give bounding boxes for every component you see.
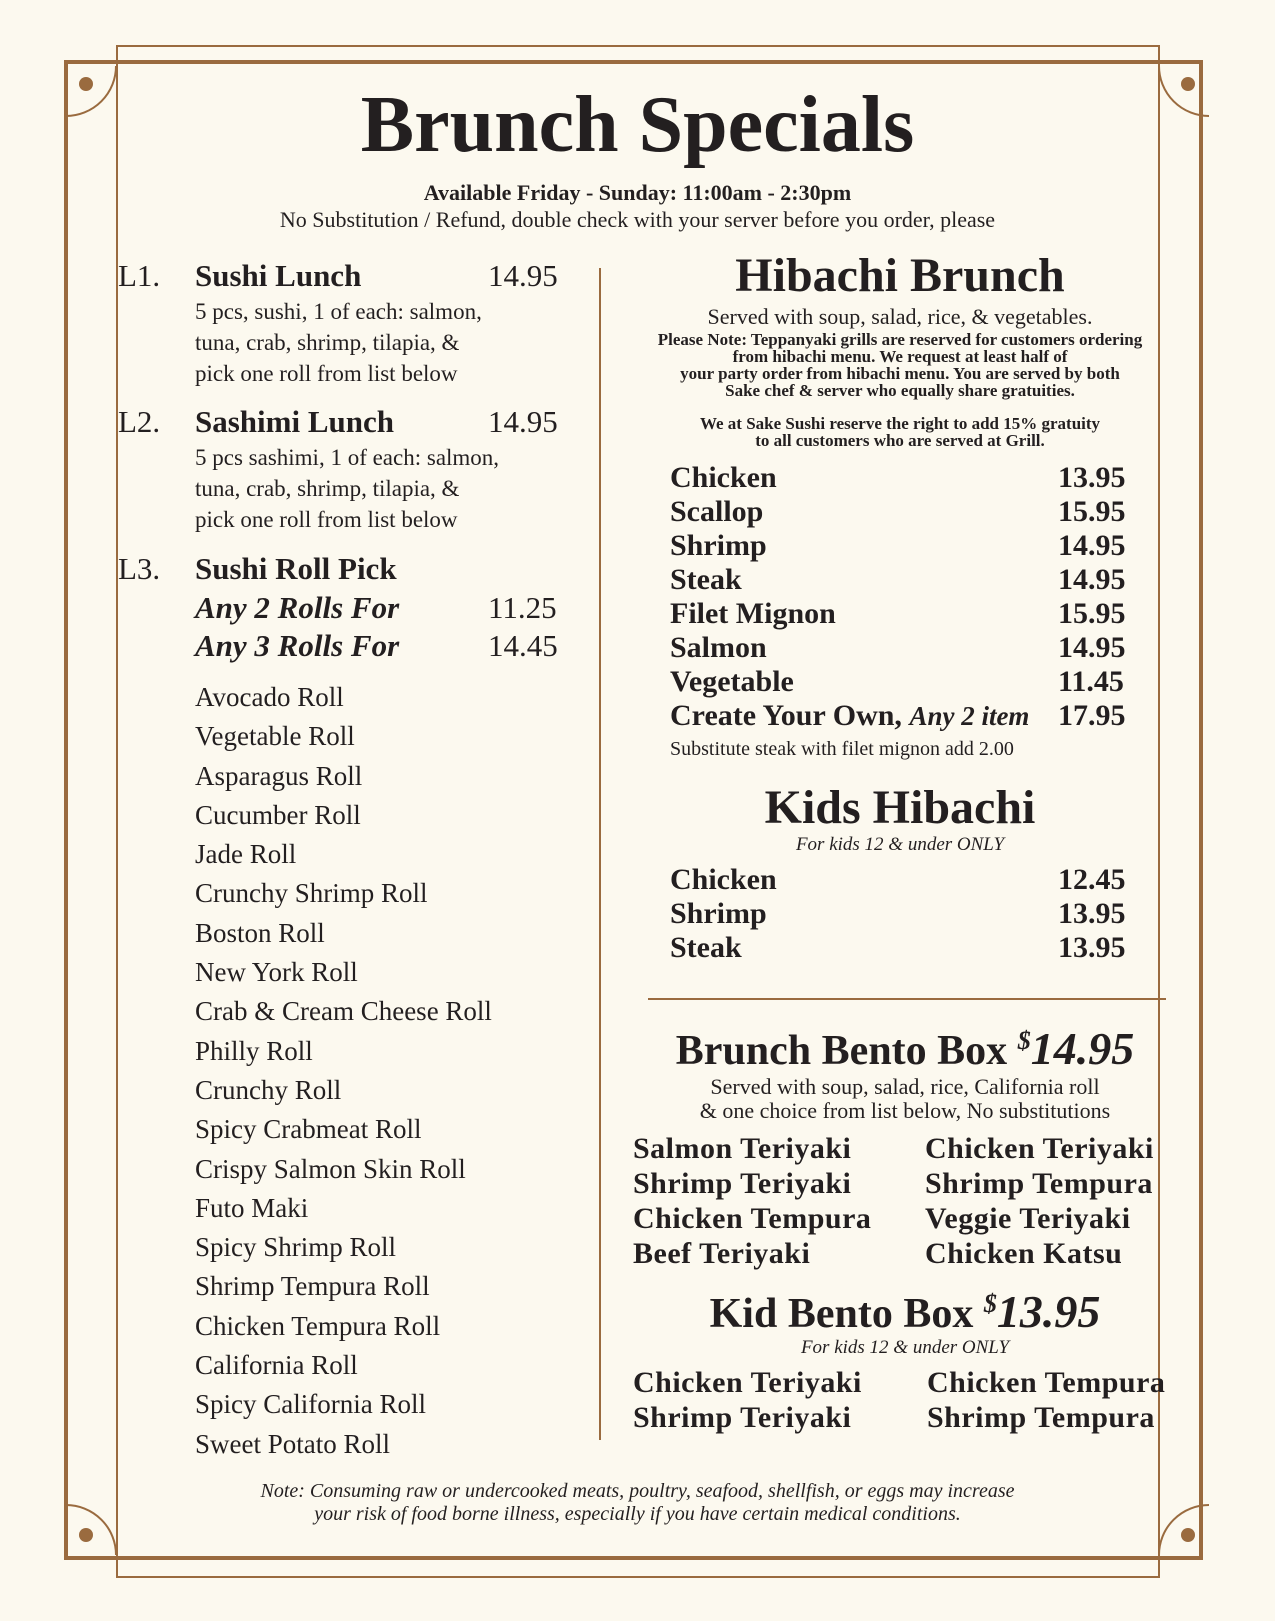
l2-price: 14.95: [488, 404, 558, 439]
corner-dot-bl: [79, 1528, 93, 1542]
list-item: Beef Teriyaki: [633, 1237, 811, 1270]
l3-option-3-label: Any 3 Rolls For: [195, 628, 400, 663]
hibachi-item: Vegetable 11.45: [670, 665, 1124, 698]
list-item: Crunchy Roll: [195, 1074, 342, 1105]
column-divider: [599, 268, 601, 1440]
list-item: Asparagus Roll: [195, 760, 363, 791]
kid-bento-subtitle: For kids 12 & under ONLY: [800, 1337, 1010, 1358]
list-item: Veggie Teriyaki: [925, 1202, 1131, 1235]
l3-option-3-price: 14.45: [488, 628, 558, 663]
hibachi-item: Filet Mignon 15.95: [670, 597, 1126, 630]
l3-code: L3.: [118, 551, 161, 586]
kid-bento-options-left: [633, 1365, 862, 1435]
list-item: Chicken Katsu: [925, 1237, 1123, 1270]
list-item: Spicy Shrimp Roll: [195, 1232, 397, 1263]
health-disclaimer: Note: Consuming raw or undercooked meats, poultry, seafood, shellfish, or eggs may increase your risk of food borne illness, especially if you have certain medical conditions.: [260, 1480, 1015, 1525]
list-item: Chicken Tempura Roll: [195, 1310, 441, 1341]
kid-bento-price: 13.95: [996, 1286, 1101, 1337]
list-item: Jade Roll: [195, 839, 297, 870]
bento-options-left: [633, 1131, 871, 1271]
list-item: California Roll: [195, 1350, 358, 1381]
l3-option-2-label: Any 2 Rolls For: [195, 590, 400, 625]
list-item: Shrimp Tempura: [925, 1167, 1153, 1200]
corner-dot-br: [1181, 1528, 1195, 1542]
gratuity-note: We at Sake Sushi reserve the right to add 15% gratuity to all customers who are served at Grill.: [699, 414, 1101, 450]
list-item: Vegetable Roll: [195, 721, 355, 752]
availability-text: Available Friday - Sunday: 11:00am - 2:30pm: [423, 180, 852, 205]
list-item: Futo Maki: [195, 1192, 309, 1223]
hibachi-create-your-own: Create Your Own, Any 2 item 17.95: [670, 699, 1126, 732]
kids-hibachi-item: Steak 13.95: [670, 931, 1126, 964]
list-item: Shrimp Teriyaki: [633, 1167, 852, 1200]
list-item: Avocado Roll: [195, 682, 344, 712]
hibachi-item: Shrimp 14.95: [670, 529, 1126, 562]
section-divider: [648, 998, 1166, 1000]
list-item: Crispy Salmon Skin Roll: [195, 1153, 466, 1184]
hibachi-item: Steak 14.95: [670, 563, 1126, 596]
list-item: Crunchy Shrimp Roll: [195, 878, 428, 909]
kids-hibachi-title: Kids Hibachi: [764, 781, 1036, 834]
kid-bento-title: Kid Bento Box $13.95: [709, 1286, 1101, 1337]
list-item: Cucumber Roll: [195, 799, 361, 830]
list-item: Chicken Tempura: [927, 1366, 1166, 1399]
kid-bento-options-right: [927, 1365, 1165, 1435]
substitute-note: Substitute steak with filet mignon add 2.00: [670, 738, 1014, 760]
l1-name: Sushi Lunch: [195, 258, 362, 293]
list-item: Salmon Teriyaki: [633, 1132, 852, 1165]
l1-description: 5 pcs, sushi, 1 of each: salmon, tuna, crab, shrimp, tilapia, & pick one roll from list below: [195, 299, 482, 386]
list-item: Chicken Tempura: [633, 1202, 872, 1235]
kids-hibachi-subtitle: For kids 12 & under ONLY: [795, 834, 1005, 855]
l2-code: L2.: [118, 404, 161, 439]
bento-description: Served with soup, salad, rice, California roll & one choice from list below, No substitutions: [699, 1074, 1111, 1123]
list-item: New York Roll: [195, 957, 358, 988]
kids-hibachi-item: Chicken 12.45: [670, 863, 1126, 896]
hibachi-item: Chicken 13.95: [670, 461, 1126, 494]
bento-options-right: [925, 1131, 1154, 1271]
list-item: Spicy Crabmeat Roll: [195, 1114, 422, 1145]
kid-bento-currency: $: [983, 1289, 997, 1318]
bento-currency: $: [1017, 1026, 1031, 1055]
bento-price: 14.95: [1030, 1023, 1135, 1074]
l2-name: Sashimi Lunch: [195, 404, 395, 439]
list-item: Chicken Teriyaki: [925, 1132, 1154, 1165]
list-item: Chicken Teriyaki: [633, 1366, 862, 1399]
list-item: Philly Roll: [195, 1035, 313, 1066]
list-item: Boston Roll: [195, 917, 325, 948]
hibachi-item: Salmon 14.95: [670, 631, 1126, 664]
policy-text: No Substitution / Refund, double check with your server before you order, please: [279, 207, 996, 232]
l3-name: Sushi Roll Pick: [195, 551, 397, 586]
kids-hibachi-item: Shrimp 13.95: [670, 897, 1126, 930]
hibachi-served: Served with soup, salad, rice, & vegetables.: [707, 304, 1093, 329]
hibachi-item: Scallop 15.95: [670, 495, 1126, 528]
l2-description: 5 pcs sashimi, 1 of each: salmon, tuna, crab, shrimp, tilapia, & pick one roll from list below: [195, 445, 500, 532]
list-item: Sweet Potato Roll: [195, 1428, 390, 1459]
list-item: Shrimp Tempura Roll: [195, 1271, 430, 1302]
l3-option-2-price: 11.25: [488, 590, 557, 625]
hibachi-note: Please Note: Teppanyaki grills are reserved for customers ordering from hibachi menu. We request at least half of your party order from hibachi menu. You are served by both Sake chef & server who equally share gratuities.: [657, 330, 1143, 400]
bento-title: Brunch Bento Box $14.95: [675, 1023, 1135, 1074]
l1-price: 14.95: [488, 258, 558, 293]
hibachi-title: Hibachi Brunch: [735, 249, 1065, 302]
l1-code: L1.: [118, 258, 161, 293]
list-item: Shrimp Teriyaki: [633, 1401, 852, 1434]
roll-list: [195, 680, 492, 1466]
page-title: Brunch Specials: [360, 81, 915, 169]
list-item: Spicy California Roll: [195, 1389, 426, 1420]
list-item: Shrimp Tempura: [927, 1401, 1155, 1434]
list-item: Crab & Cream Cheese Roll: [195, 996, 492, 1027]
